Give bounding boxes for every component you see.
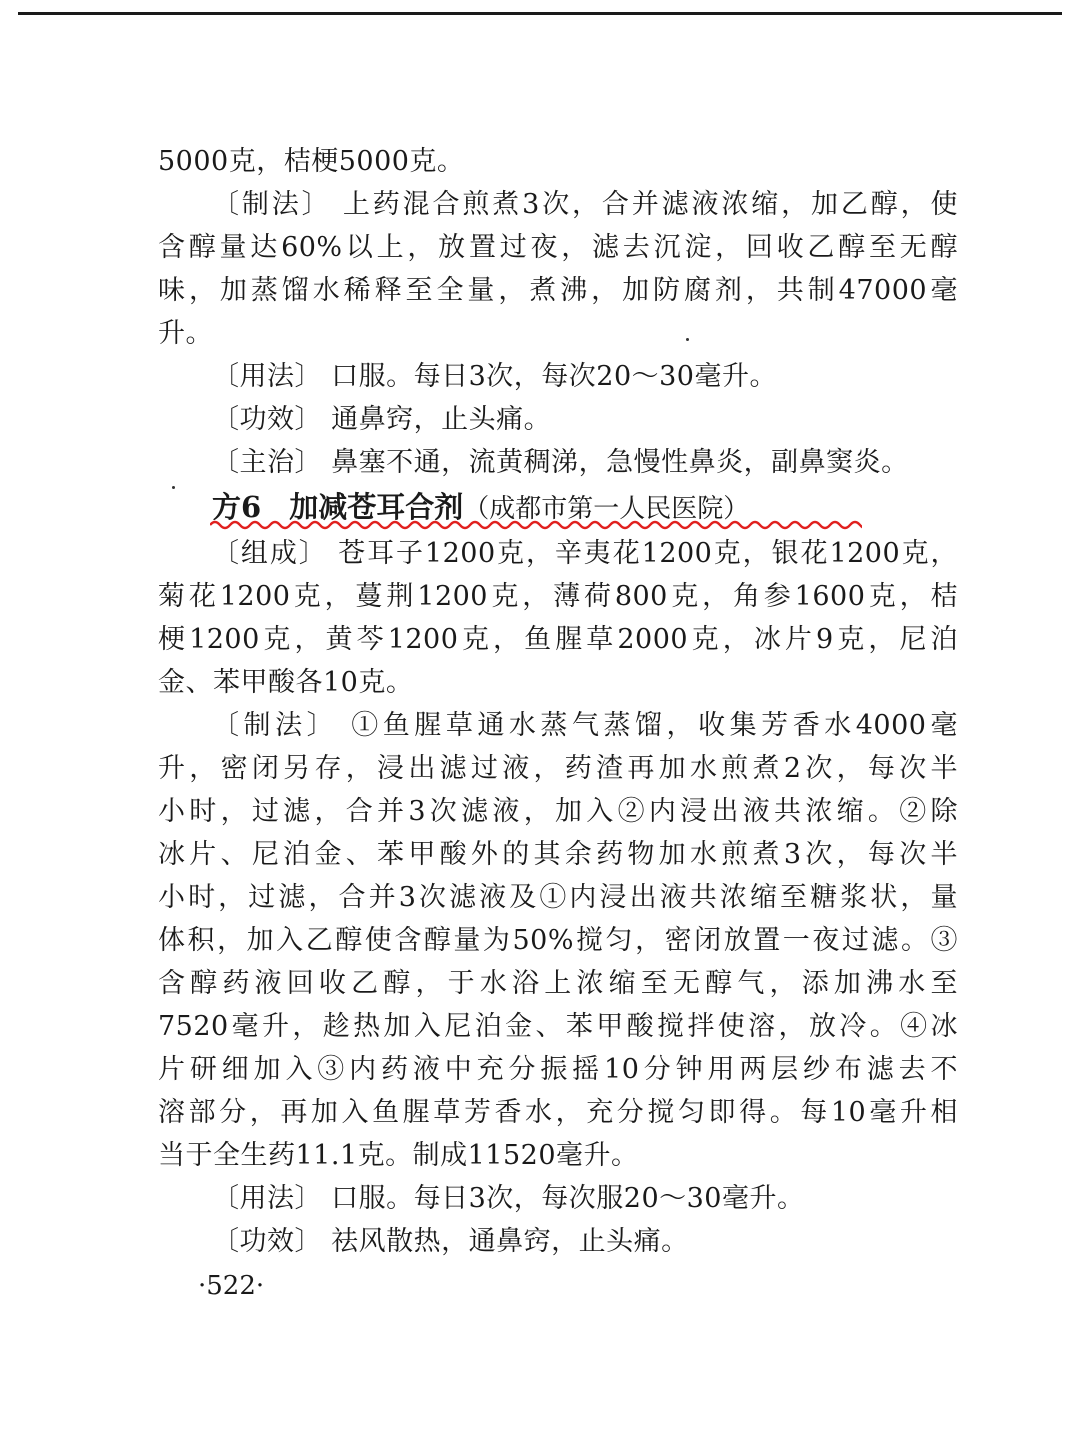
- text-line: 〔功效〕 通鼻窍，止头痛。: [212, 404, 552, 435]
- text-line: 〔用法〕 口服。每日3次，每次20～30毫升。: [212, 361, 777, 392]
- text-line: 冰片、尼泊金、苯甲酸外的其余药物加水煎煮3次，每次半: [158, 839, 958, 870]
- text-line: 溶部分，再加入鱼腥草芳香水，充分搅匀即得。每10毫升相: [158, 1097, 958, 1128]
- page-top-border: [18, 12, 1062, 15]
- text-line: 升。: [158, 318, 213, 349]
- text-line: 小时，过滤，合并3次滤液，加入②内浸出液共浓缩。②除: [158, 796, 958, 827]
- text-line: 梗1200克，黄芩1200克，鱼腥草2000克，冰片9克，尼泊: [158, 624, 958, 655]
- text-line: 5000克，桔梗5000克。: [158, 146, 465, 177]
- recipe-source: （成都市第一人民医院）: [463, 494, 750, 524]
- page-number: ·522·: [198, 1271, 265, 1301]
- recipe-title: 加减苍耳合剂: [289, 490, 464, 524]
- text-line: 体积，加入乙醇使含醇量为50%搅匀，密闭放置一夜过滤。③: [158, 925, 958, 956]
- text-line: 味，加蒸馏水稀释至全量，煮沸，加防腐剂，共制47000毫: [158, 275, 958, 306]
- red-wavy-underline: [210, 518, 862, 532]
- recipe-number: 方6: [212, 490, 262, 524]
- text-line: 金、苯甲酸各10克。: [158, 667, 414, 698]
- recipe-heading: [158, 484, 958, 532]
- text-line: 〔制法〕 ①鱼腥草通水蒸气蒸馏，收集芳香水4000毫: [212, 710, 958, 741]
- text-line: 菊花1200克，蔓荆1200克，薄荷800克，角参1600克，桔: [158, 581, 958, 612]
- text-line: 含醇药液回收乙醇，于水浴上浓缩至无醇气，添加沸水至: [158, 968, 958, 999]
- text-line: 小时，过滤，合并3次滤液及①内浸出液共浓缩至糖浆状，量: [158, 882, 958, 913]
- text-line: 〔制法〕 上药混合煎煮3次，合并滤液浓缩，加乙醇，使: [212, 189, 958, 220]
- text-line: 升，密闭另存，浸出滤过液，药渣再加水煎煮2次，每次半: [158, 753, 958, 784]
- text-line: 当于全生药11.1克。制成11520毫升。: [158, 1140, 639, 1171]
- page-body: [158, 140, 958, 1308]
- text-line: 〔主治〕 鼻塞不通，流黄稠涕，急慢性鼻炎，副鼻窦炎。: [212, 447, 909, 478]
- text-line: 7520毫升，趁热加入尼泊金、苯甲酸搅拌使溶，放冷。④冰: [158, 1011, 958, 1042]
- text-line: 〔组成〕 苍耳子1200克，辛夷花1200克，银花1200克，: [212, 538, 958, 569]
- text-line: 含醇量达60%以上，放置过夜，滤去沉淀，回收乙醇至无醇: [158, 232, 958, 263]
- text-line: 〔功效〕 祛风散热，通鼻窍，止头痛。: [212, 1226, 689, 1257]
- text-line: 〔用法〕 口服。每日3次，每次服20～30毫升。: [212, 1183, 805, 1214]
- text-line: 片研细加入③内药液中充分振摇10分钟用两层纱布滤去不: [158, 1054, 958, 1085]
